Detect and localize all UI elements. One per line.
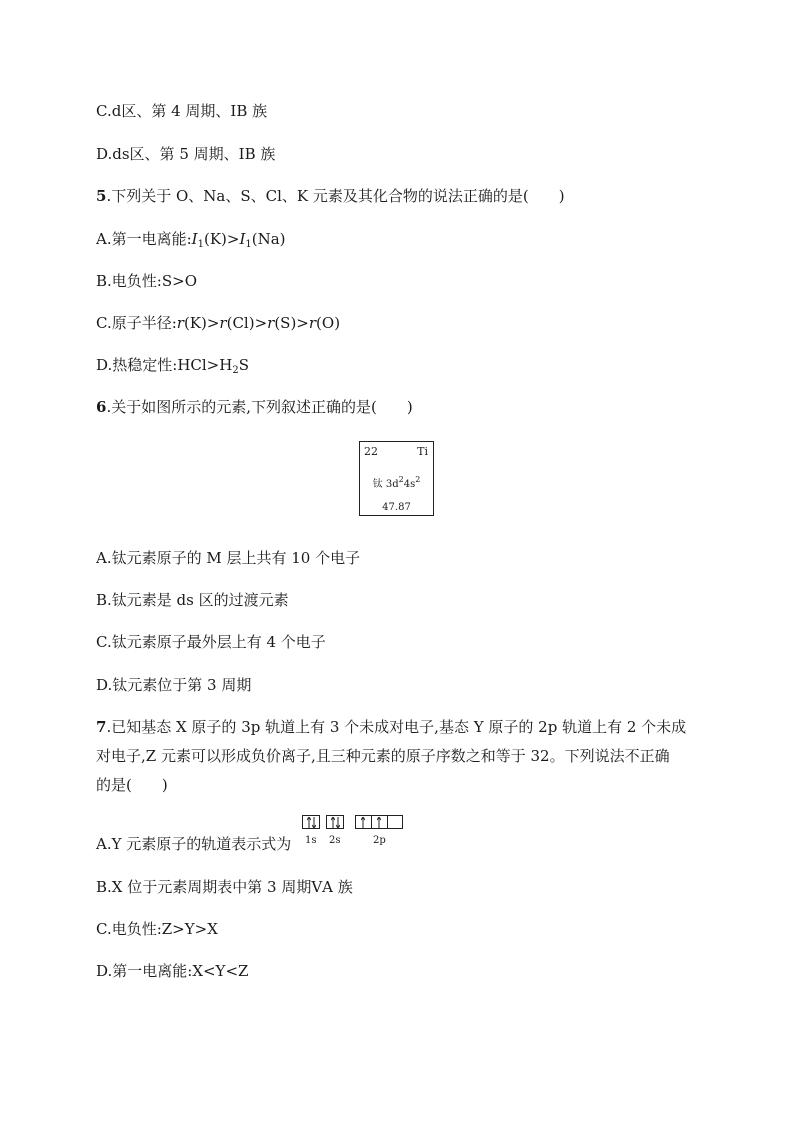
- config-superscript: 2: [398, 475, 404, 484]
- q6-option-b: B.钛元素是 ds 区的过渡元素: [96, 591, 289, 609]
- q5-c-symbol: r: [219, 314, 227, 332]
- q5-a-symbol: I: [191, 230, 198, 248]
- titanium-element-card: [359, 441, 434, 516]
- q6-option-c: C.钛元素原子最外层上有 4 个电子: [96, 633, 326, 651]
- q4-option-c: C.d区、第 4 周期、ⅠB 族: [96, 102, 268, 120]
- q7-stem-line1: [96, 717, 686, 737]
- q5-c-text: (K)>: [183, 314, 220, 332]
- q5-option-a: [96, 229, 286, 255]
- q5-option-c: [96, 313, 340, 333]
- q5-a-prefix: A.第一电离能:: [96, 230, 192, 248]
- orbital-diagram: [300, 815, 410, 849]
- q7-stem-line2: 对电子,Z 元素可以形成负价离子,且三种元素的原子序数之和等于 32。下列说法不正确: [96, 747, 670, 765]
- up-arrow-icon: [361, 817, 365, 828]
- orbital-box-2s: [326, 815, 344, 829]
- q7-stem-line3: 的是( ): [96, 776, 168, 794]
- q5-c-text: (S)>: [274, 314, 309, 332]
- atomic-mass: 47.87: [382, 502, 411, 513]
- up-arrow-icon: [331, 817, 335, 828]
- up-arrow-icon: [377, 817, 381, 828]
- q5-a-text: (K)>: [203, 230, 240, 248]
- q5-c-symbol: r: [267, 314, 275, 332]
- q6-option-a: A.钛元素原子的 M 层上共有 10 个电子: [96, 549, 361, 567]
- down-arrow-icon: [336, 817, 340, 828]
- orbital-divider: [387, 816, 388, 828]
- config-superscript: 2: [415, 475, 421, 484]
- orbital-label-1s: 1s: [305, 835, 317, 846]
- q5-d-prefix: D.热稳定性:HCl>H: [96, 356, 233, 374]
- atomic-number: 22: [364, 445, 378, 458]
- q6-stem-text: .关于如图所示的元素,下列叙述正确的是( ): [106, 398, 413, 416]
- q7-stem-text: .已知基态 X 原子的 3p 轨道上有 3 个未成对电子,基态 Y 原子的 2p 轨道上有 2 个未成: [106, 718, 687, 736]
- up-arrow-icon: [307, 817, 311, 828]
- q6-option-d: D.钛元素位于第 3 周期: [96, 676, 252, 694]
- q5-option-b: B.电负性:S>O: [96, 272, 197, 290]
- config-part: 4s: [403, 479, 416, 490]
- q5-d-suffix: S: [238, 356, 249, 374]
- q7-option-b: B.X 位于元素周期表中第 3 周期ⅤA 族: [96, 878, 353, 896]
- q5-c-symbol: r: [176, 314, 184, 332]
- q5-a-subscript: 1: [197, 239, 204, 250]
- q5-option-d: [96, 355, 249, 381]
- orbital-divider: [371, 816, 372, 828]
- q7-option-d: D.第一电离能:X<Y<Z: [96, 962, 249, 980]
- q5-a-subscript: 1: [245, 239, 252, 250]
- q5-a-symbol: I: [239, 230, 246, 248]
- q5-c-symbol: r: [308, 314, 317, 332]
- down-arrow-icon: [312, 817, 316, 828]
- q4-option-d: D.ds区、第 5 周期、ⅠB 族: [96, 145, 276, 163]
- q5-stem-text: .下列关于 O、Na、S、Cl、K 元素及其化合物的说法正确的是( ): [106, 187, 565, 205]
- electron-configuration: [360, 475, 433, 490]
- orbital-label-2p: 2p: [373, 835, 386, 846]
- q6-stem: [96, 397, 413, 417]
- config-part: 钛 3d: [372, 479, 399, 490]
- orbital-box-1s: [302, 815, 320, 829]
- question-number: 6: [96, 398, 107, 416]
- question-number: 5: [96, 187, 107, 205]
- orbital-label-2s: 2s: [329, 835, 341, 846]
- q5-c-text: (Cl)>: [226, 314, 268, 332]
- question-number: 7: [96, 718, 107, 736]
- q5-c-prefix: C.原子半径:: [96, 314, 177, 332]
- q7-option-c: C.电负性:Z>Y>X: [96, 920, 218, 938]
- element-symbol: Ti: [417, 445, 428, 458]
- q5-d-subscript: 2: [232, 365, 239, 376]
- q5-stem: [96, 186, 565, 206]
- q5-a-text: (Na): [251, 230, 286, 248]
- orbital-box-2p: [355, 815, 403, 829]
- q5-c-text: (O): [316, 314, 341, 332]
- q7-option-a: A.Y 元素原子的轨道表示式为: [96, 835, 292, 853]
